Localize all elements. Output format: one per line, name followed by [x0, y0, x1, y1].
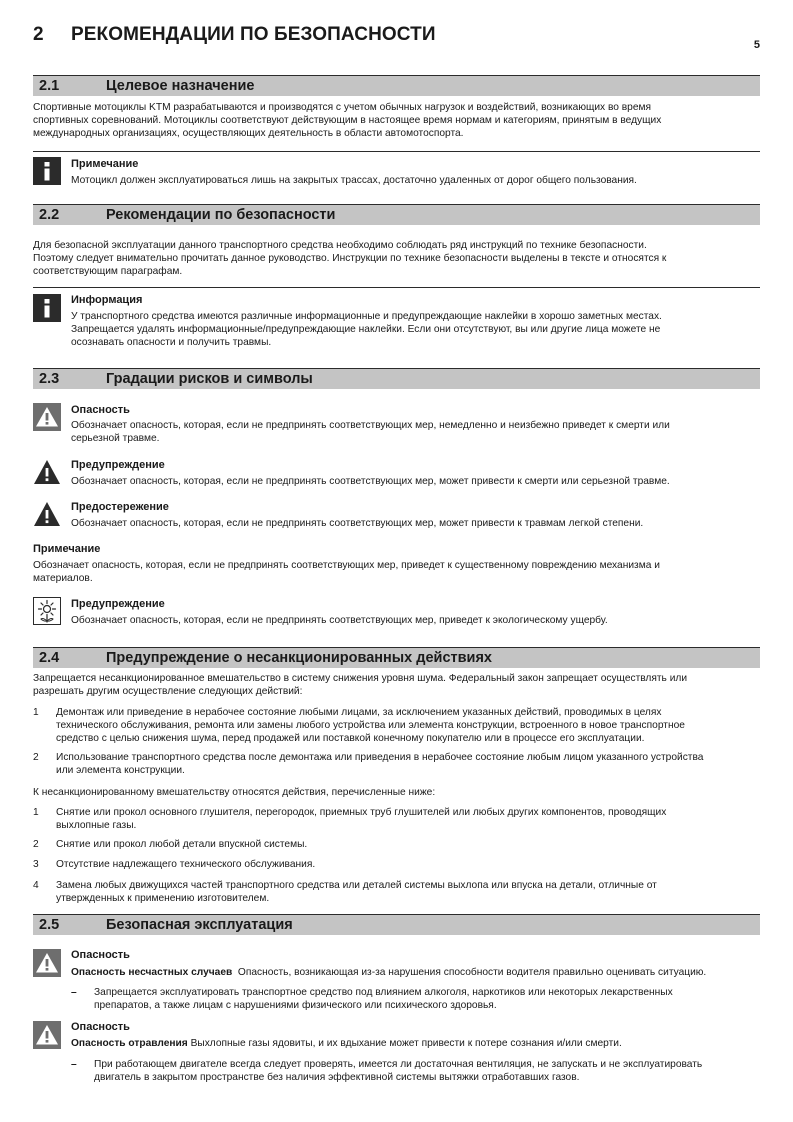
info-divider [33, 287, 760, 288]
list-item-text: Замена любых движущихся частей транспортного средства или деталей системы выхлопа или впуска на детали, отличные от [56, 880, 657, 891]
paragraph-line: спортивных соревнований. Мотоциклы соответствуют действующим в настоящее время нормам и категориям, принятым в ведущих [33, 115, 662, 126]
chapter-title [33, 24, 436, 46]
danger-text: Обозначает опасность, которая, если не предпринять соответствующих мер, немедленно и неизбежно приведет к смерти или [71, 420, 670, 431]
danger-warning-icon [33, 403, 61, 431]
note-heading: Примечание [33, 543, 101, 555]
caution-text: Обозначает опасность, которая, если не предпринять соответствующих мер, может привести к травмам легкой степени. [71, 518, 644, 529]
danger-warning-icon [33, 949, 61, 977]
danger-heading: Опасность [71, 1021, 130, 1033]
paragraph-line: международных организациях, осуществляющих деятельность в области автомотоспорта. [33, 128, 464, 139]
section-title: Предупреждение о несанкционированных действиях [106, 650, 492, 666]
paragraph-line: К несанкционированному вмешательству относятся действия, перечисленные ниже: [33, 787, 436, 798]
note-text: Мотоцикл должен эксплуатироваться лишь на закрытых трассах, достаточно удаленных от дорог общего пользования. [71, 175, 637, 186]
page-number: 5 [753, 39, 760, 51]
dash-item-text: двигатель в закрытом пространстве без наличия эффективной системы вытяжки отработавших газов. [94, 1072, 580, 1083]
list-item-text: выхлопные газы. [56, 820, 137, 831]
list-number: 1 [33, 807, 39, 818]
list-item-text: или элемента конструкции. [56, 765, 185, 776]
info-text: Запрещается удалять информационные/предупреждающие наклейки. Если они отсутствуют, вы или другие лица можете не [71, 324, 661, 335]
danger-text: серьезной травме. [71, 433, 160, 444]
list-item-text: Отсутствие надлежащего технического обслуживания. [56, 859, 316, 870]
list-number: 4 [33, 880, 39, 891]
list-item-text: технического обслуживания, ремонта или замены любого устройства или элемента конструкции, встроенного в новое транспортное [56, 720, 685, 731]
section-number: 2.2 [39, 207, 60, 223]
list-number: 2 [33, 839, 39, 850]
environment-heading: Предупреждение [71, 598, 165, 610]
paragraph-line: материалов. [33, 573, 93, 584]
info-icon [33, 294, 61, 322]
danger-description: Опасность, возникающая из-за нарушения способности водителя правильно оценивать ситуацию. [237, 967, 707, 978]
section-header-2-4 [33, 647, 760, 668]
info-text: осознавать опасности и получить травмы. [71, 337, 272, 348]
paragraph-line: Поэтому следует внимательно прочитать данное руководство. Инструкции по технике безопасности выделены в тексте и относятся к [33, 253, 667, 264]
danger-warning-icon [33, 1021, 61, 1049]
paragraph-line: соответствующим параграфам. [33, 266, 183, 277]
caution-heading: Предостережение [71, 501, 169, 513]
info-icon [33, 157, 61, 185]
section-header-2-1 [33, 75, 760, 96]
section-number: 2.3 [39, 371, 60, 387]
list-number: 3 [33, 859, 39, 870]
dash-item-text: препаратов, а также лицам с нарушениями физического или психического здоровья. [94, 1000, 497, 1011]
section-title: Рекомендации по безопасности [106, 207, 336, 223]
danger-heading: Опасность [71, 404, 130, 416]
danger-text [71, 966, 760, 980]
danger-label: Опасность отравления [71, 1038, 188, 1049]
dash-item-text: При работающем двигателе всегда следует проверять, имеется ли достаточная вентиляция, не запускать и не эксплуатировать [94, 1059, 703, 1070]
info-heading: Информация [71, 294, 143, 306]
danger-text [71, 1037, 760, 1051]
list-number: 1 [33, 707, 39, 718]
warning-text: Обозначает опасность, которая, если не предпринять соответствующих мер, может привести к смерти или серьезной травме. [71, 476, 670, 487]
note-divider [33, 151, 760, 152]
dash-bullet: – [71, 1059, 77, 1070]
list-item-text: Снятие или прокол основного глушителя, перегородок, приемных труб глушителей или любых других компонентов, проводящих [56, 807, 667, 818]
paragraph-line: Обозначает опасность, которая, если не предпринять соответствующих мер, приведет к существенному повреждению механизма и [33, 560, 660, 571]
warning-heading: Предупреждение [71, 459, 165, 471]
section-number: 2.5 [39, 917, 60, 933]
section-number: 2.4 [39, 650, 60, 666]
paragraph-line: Запрещается несанкционированное вмешательство в систему снижения уровня шума. Федеральный закон запрещает осуществлять или [33, 673, 688, 684]
paragraph-line: разрешать другим осуществление следующих действий: [33, 686, 303, 697]
section-title: Целевое назначение [106, 78, 255, 94]
section-header-2-2 [33, 204, 760, 225]
list-item-text: Использование транспортного средства после демонтажа или приведения в нерабочее состояние любым лицом указанного устройства [56, 752, 704, 763]
environment-text: Обозначает опасность, которая, если не предпринять соответствующих мер, приведет к экологическому ущербу. [71, 615, 608, 626]
section-title: Безопасная эксплуатация [106, 917, 293, 933]
environment-icon [33, 597, 61, 625]
danger-heading: Опасность [71, 949, 130, 961]
note-heading: Примечание [71, 158, 139, 170]
info-text: У транспортного средства имеются различные информационные и предупреждающие наклейки в хорошо заметных местах. [71, 311, 662, 322]
dash-bullet: – [71, 987, 77, 998]
list-item-text: утвержденных к применению изготовителем. [56, 893, 270, 904]
list-item-text: Демонтаж или приведение в нерабочее состояние любыми лицами, за исключением указанных действий, проводимых в целях [56, 707, 662, 718]
chapter-number: 2 [33, 24, 44, 45]
danger-label: Опасность несчастных случаев [71, 967, 233, 978]
paragraph-line: Спортивные мотоциклы KTM разрабатываются и производятся с учетом обычных нагрузок и воздействий, возникающих во время [33, 102, 652, 113]
list-number: 2 [33, 752, 39, 763]
paragraph-line: Для безопасной эксплуатации данного транспортного средства необходимо соблюдать ряд инструкций по технике безопасности. [33, 240, 647, 251]
section-title: Градации рисков и символы [106, 371, 313, 387]
dash-item-text: Запрещается эксплуатировать транспортное средство под влиянием алкоголя, наркотиков или некоторых лекарственных [94, 987, 673, 998]
list-item-text: средство с целью снижения шума, перед продажей или поставкой конечному покупателю или в процессе его эксплуатации. [56, 733, 645, 744]
chapter-title-text: РЕКОМЕНДАЦИИ ПО БЕЗОПАСНОСТИ [71, 24, 436, 45]
list-item-text: Снятие или прокол любой детали впускной системы. [56, 839, 308, 850]
section-header-2-3 [33, 368, 760, 389]
warning-icon [33, 458, 61, 486]
section-number: 2.1 [39, 78, 60, 94]
danger-description: Выхлопные газы ядовиты, и их вдыхание может привести к потере сознания и/или смерти. [190, 1038, 622, 1049]
section-header-2-5 [33, 914, 760, 935]
caution-icon [33, 500, 61, 528]
